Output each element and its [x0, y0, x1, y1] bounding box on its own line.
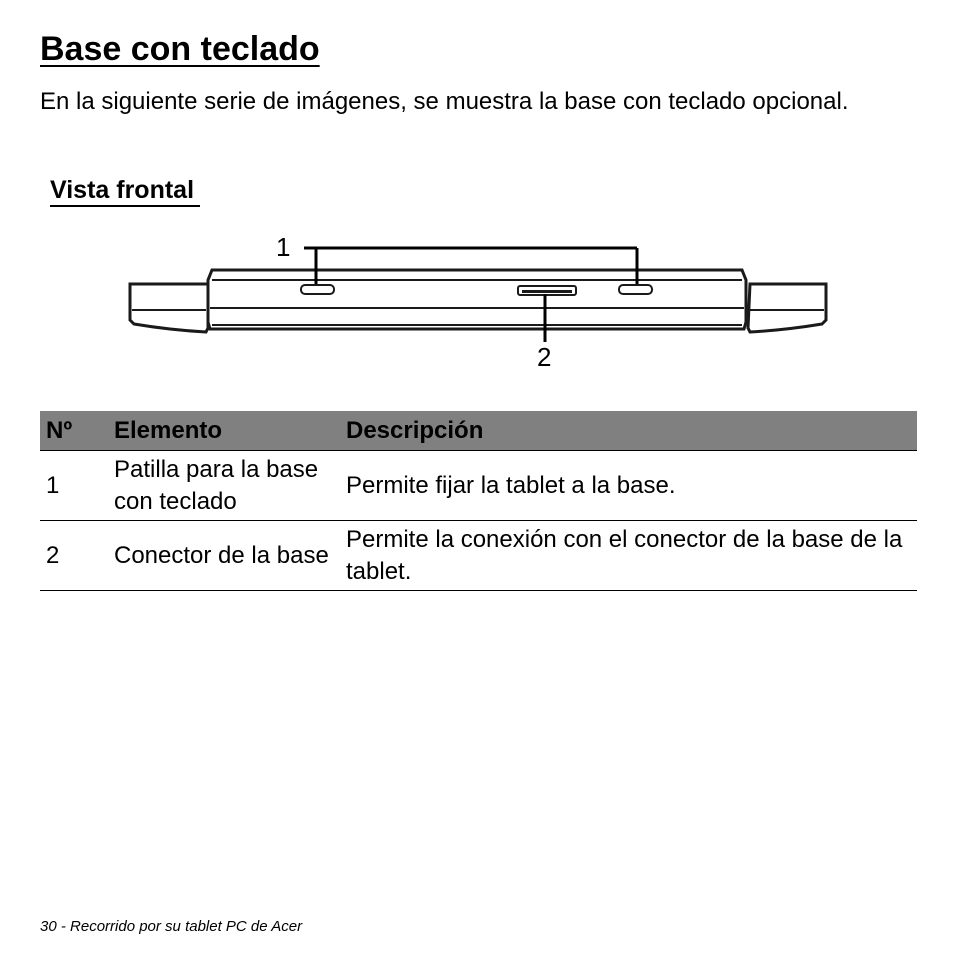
row-number: 2 [40, 521, 108, 591]
dock-illustration [120, 232, 840, 372]
table-row [40, 451, 917, 521]
header-number: Nº [40, 411, 108, 451]
dock-connector-pins [522, 290, 572, 293]
header-description: Descripción [340, 411, 917, 451]
table-header-row [40, 411, 917, 451]
callout-2-label: 2 [537, 342, 552, 372]
table-row [40, 521, 917, 591]
row-element: Patilla para la base con teclado [108, 451, 340, 521]
callout-1-label: 1 [276, 232, 291, 262]
right-hinge-shape [748, 284, 826, 332]
intro-paragraph: En la siguiente serie de imágenes, se muestra la base con teclado opcional. [40, 88, 849, 115]
components-table [40, 411, 917, 591]
row-description: Permite fijar la tablet a la base. [340, 451, 917, 521]
latch-slot-right [619, 285, 652, 294]
keyboard-dock-front-view-figure [120, 232, 840, 372]
page-title: Base con teclado [40, 30, 320, 68]
left-hinge-shape [130, 284, 208, 332]
row-number: 1 [40, 451, 108, 521]
row-element: Conector de la base [108, 521, 340, 591]
row-description: Permite la conexión con el conector de la base de la tablet. [340, 521, 917, 591]
header-element: Elemento [108, 411, 340, 451]
latch-slot-left [301, 285, 334, 294]
dock-body-shape [208, 270, 746, 329]
page-footer: 30 - Recorrido por su tablet PC de Acer [40, 918, 303, 935]
section-heading-front-view: Vista frontal [50, 176, 200, 207]
